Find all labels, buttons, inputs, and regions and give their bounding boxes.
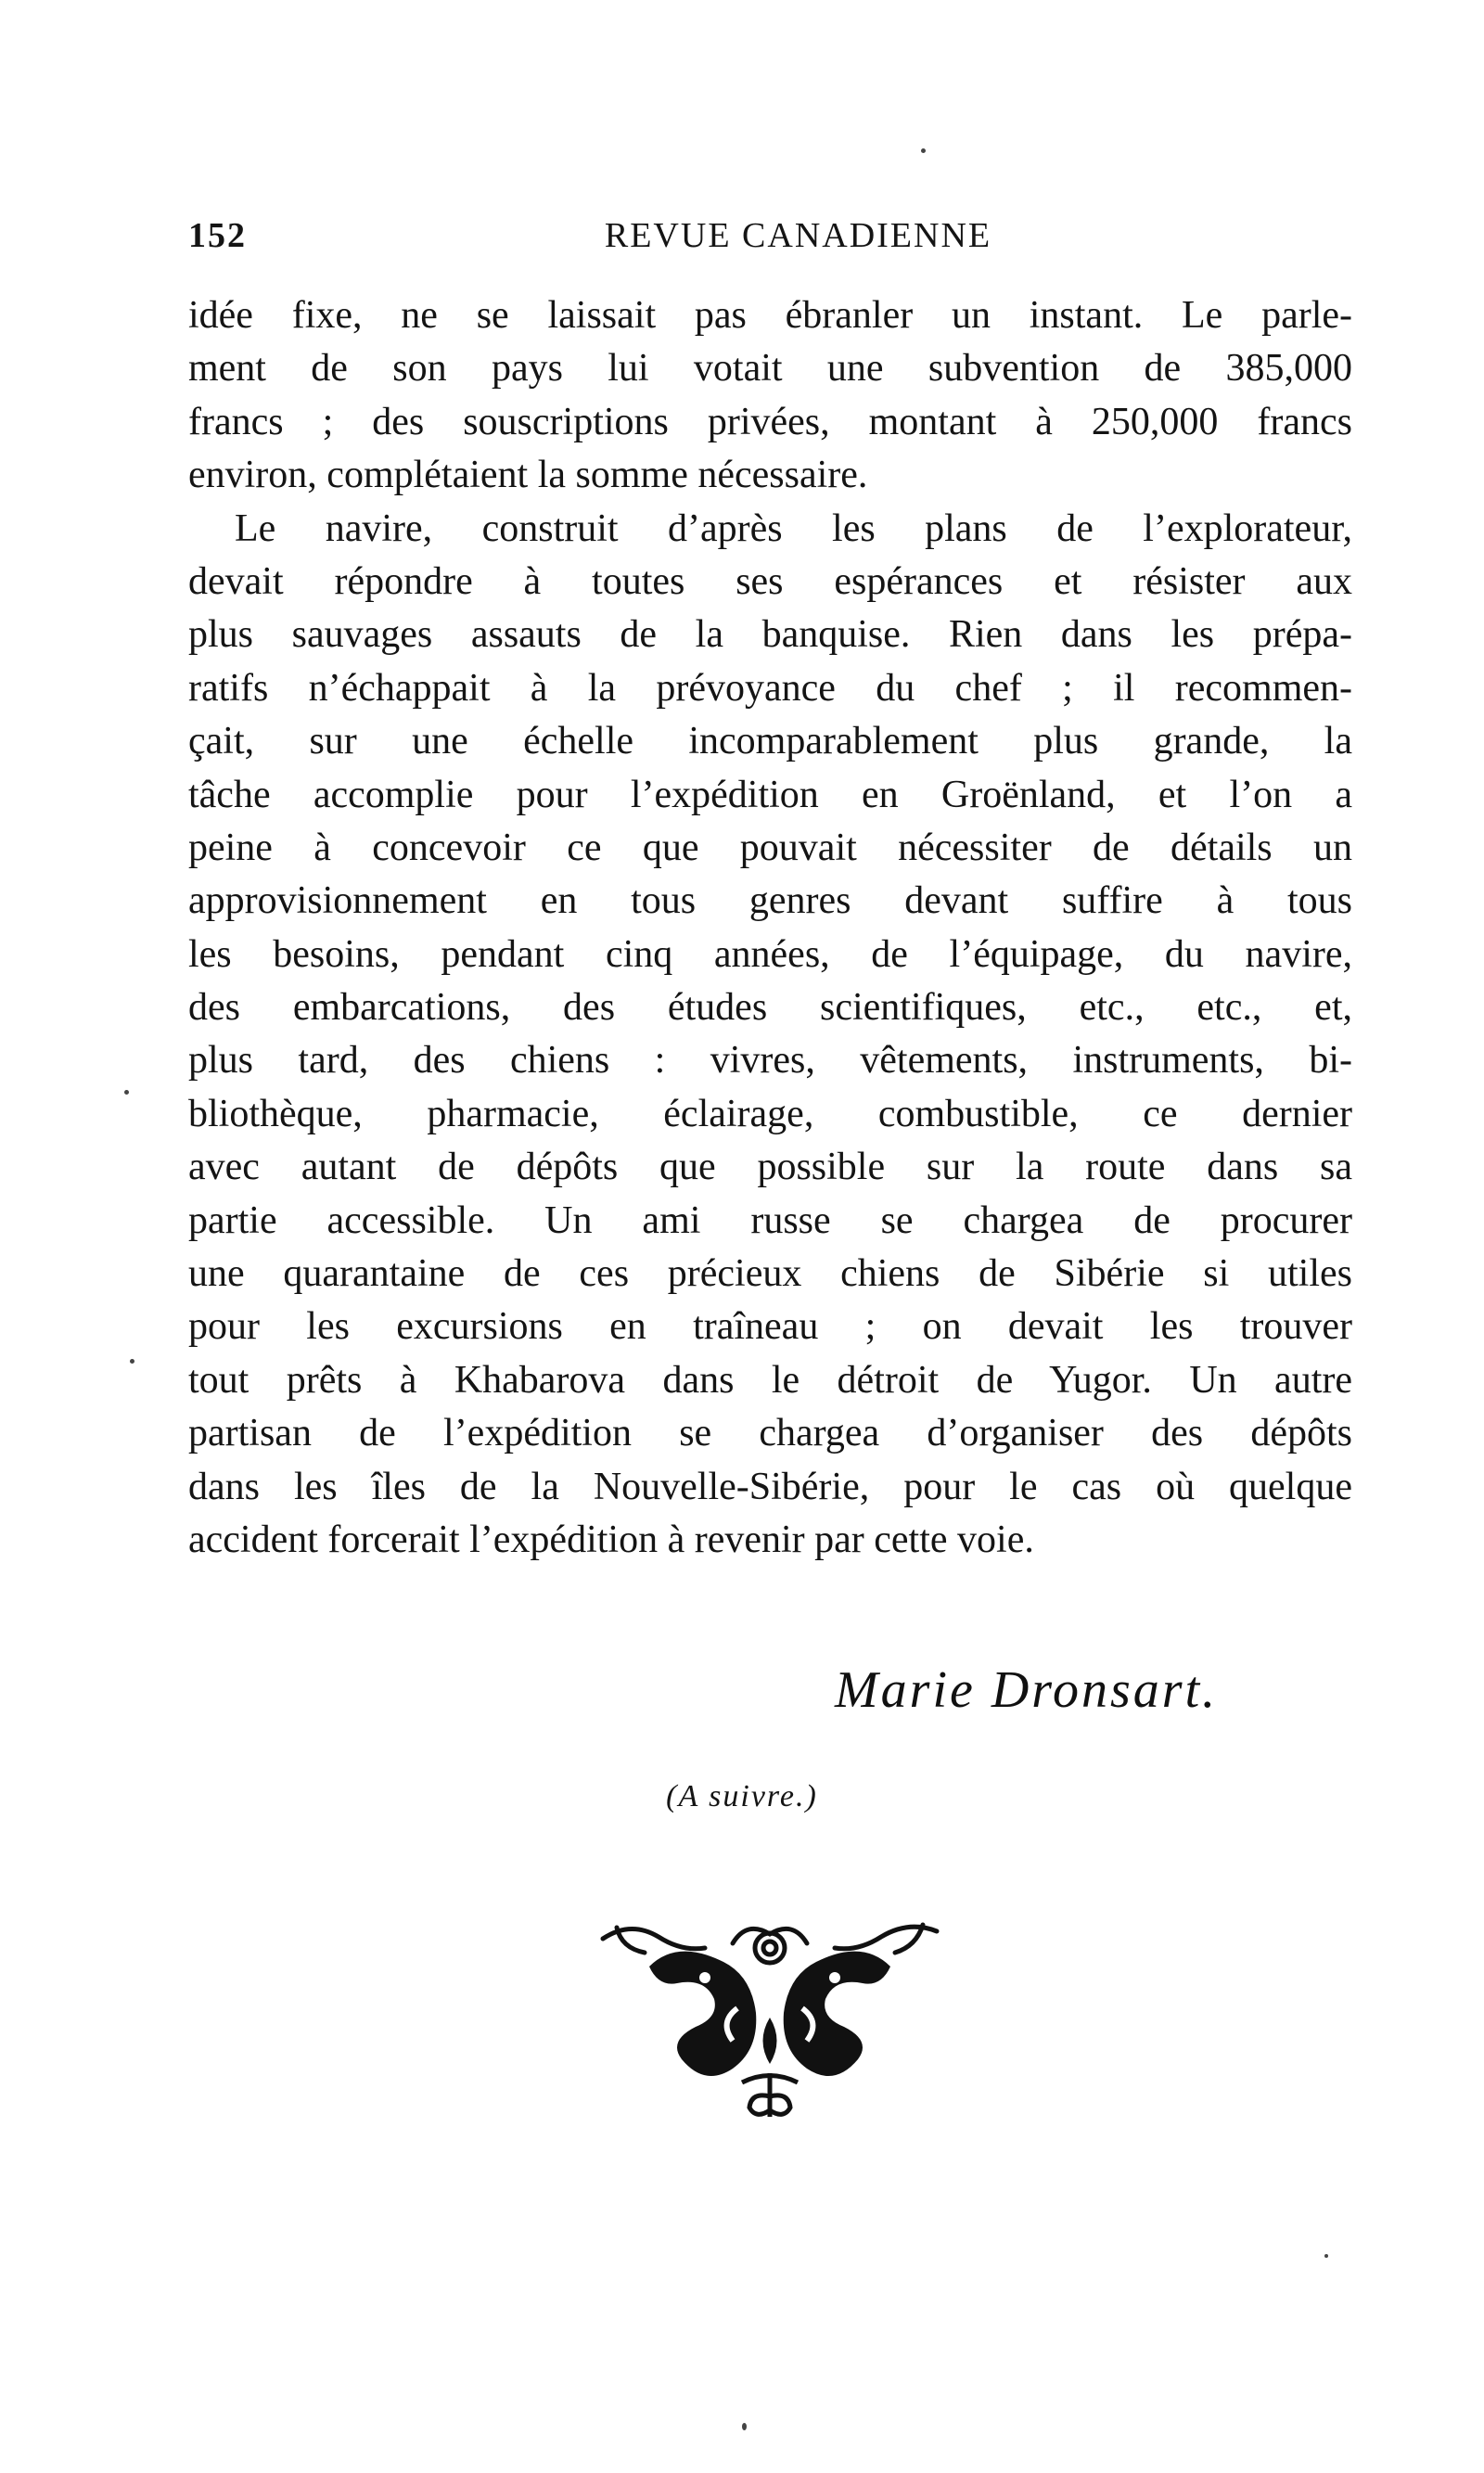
- text-line: une quarantaine de ces précieux chiens de Sibérie si utiles: [188, 1252, 1352, 1296]
- text-line: Le navire, construit d’après les plans de l’explorateur,: [235, 506, 1352, 550]
- text-line: tout prêts à Khabarova dans le détroit de Yugor. Un autre: [188, 1358, 1352, 1402]
- text-line: francs ; des souscriptions privées, montant à 250,000 francs: [188, 400, 1352, 443]
- text-line: dans les îles de la Nouvelle-Sibérie, pour le cas où quelque: [188, 1465, 1352, 1508]
- text-line: plus sauvages assauts de la banquise. Rien dans les prépa-: [188, 613, 1352, 657]
- print-speck: [742, 2423, 747, 2430]
- text-line: accident forcerait l’expédition à revenir par cette voie.: [188, 1518, 1034, 1561]
- text-line: peine à concevoir ce que pouvait nécessiter de détails un: [188, 826, 1352, 869]
- text-line: environ, complétaient la somme nécessaire.: [188, 454, 868, 497]
- text-line: bliothèque, pharmacie, éclairage, combustible, ce dernier: [188, 1092, 1352, 1135]
- running-head: [188, 215, 1352, 271]
- decorative-ornament-icon: [594, 1911, 946, 2124]
- text-line: ment de son pays lui votait une subvention de 385,000: [188, 347, 1352, 391]
- print-speck: [130, 1359, 134, 1364]
- text-line: devait répondre à toutes ses espérances et résister aux: [188, 559, 1352, 603]
- article-body: [188, 289, 1352, 1567]
- text-line: avec autant de dépôts que possible sur la route dans sa: [188, 1146, 1352, 1189]
- text-line: les besoins, pendant cinq années, de l’équipage, du navire,: [188, 932, 1352, 976]
- text-line: partisan de l’expédition se chargea d’organiser des dépôts: [188, 1412, 1352, 1455]
- continuation-note: (A suivre.): [666, 1779, 818, 1813]
- text-line: idée fixe, ne se laissait pas ébranler un instant. Le parle-: [188, 294, 1352, 337]
- print-speck: [1324, 2254, 1328, 2258]
- journal-title: REVUE CANADIENNE: [604, 216, 992, 255]
- print-speck: [124, 1090, 129, 1095]
- text-line: pour les excursions en traîneau ; on devait les trouver: [188, 1305, 1352, 1349]
- page-number: 152: [188, 216, 247, 255]
- text-line: çait, sur une échelle incomparablement plus grande, la: [188, 720, 1352, 763]
- text-line: ratifs n’échappait à la prévoyance du chef ; il recommen-: [188, 666, 1352, 710]
- text-line: approvisionnement en tous genres devant suffire à tous: [188, 879, 1352, 923]
- text-line: partie accessible. Un ami russe se chargea de procurer: [188, 1198, 1352, 1242]
- text-line: tâche accomplie pour l’expédition en Groënland, et l’on a: [188, 773, 1352, 816]
- print-speck: [921, 148, 926, 153]
- text-line: des embarcations, des études scientifiques, etc., etc., et,: [188, 986, 1352, 1030]
- text-line: plus tard, des chiens : vivres, vêtements, instruments, bi-: [188, 1039, 1352, 1083]
- author-signature: Marie Dronsart.: [835, 1661, 1219, 1719]
